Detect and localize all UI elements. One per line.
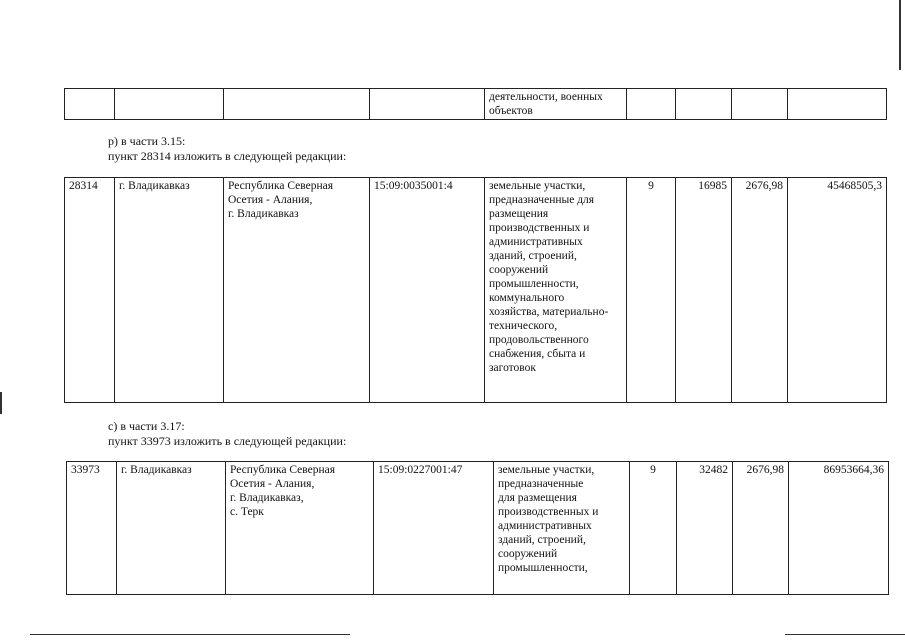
cell-cadastral: 15:09:0035001:4 [370,178,485,403]
section-r-instruction: пункт 28314 изложить в следующей редакции: [108,149,347,163]
cell-rate: 2676,98 [732,178,788,403]
section-s-instruction: пункт 33973 изложить в следующей редакции: [108,434,347,448]
cell-area: 32482 [677,462,733,595]
cell-value: 45468505,3 [788,178,887,403]
section-s-part: с) в части 3.17: [108,419,185,433]
scan-edge-left [0,392,2,414]
section-r-part: р) в части 3.15: [108,134,186,148]
cell-address: Республика Северная Осетия - Алания, г. Владикавказ [224,178,370,403]
cell-settlement: г. Владикавказ [117,462,226,595]
cell-area [676,89,732,120]
top-continuation-table [64,88,887,120]
cell-cadastral: 15:09:0227001:47 [374,462,494,595]
cell-code [627,89,676,120]
cell-purpose: деятельности, военных объектов [485,89,627,120]
cell-settlement: г. Владикавказ [115,178,224,403]
scan-edge-bottom-left [30,634,350,635]
cell-number [65,89,115,120]
cell-code: 9 [627,178,676,403]
cell-number: 28314 [65,178,115,403]
section-r-table [64,177,887,403]
section-s-table [66,461,889,595]
cell-area: 16985 [676,178,732,403]
cell-settlement [115,89,224,120]
cell-value: 86953664,36 [789,462,889,595]
cell-address [224,89,370,120]
scan-edge-bottom-right [785,634,905,635]
cell-purpose: земельные участки, предназначенные для размещения производственных и административных зданий, строений, сооружений промышленности, коммунального хозяйства, материально- технического, продовольственного снабжения, сбыта и заготовок [485,178,627,403]
table-row [67,462,889,595]
cell-cadastral [370,89,485,120]
table-row [65,178,887,403]
scan-edge-right [899,0,901,70]
cell-rate: 2676,98 [733,462,789,595]
cell-code: 9 [630,462,677,595]
cell-address: Республика Северная Осетия - Алания, г. Владикавказ, с. Терк [226,462,374,595]
cell-rate [732,89,788,120]
cell-value [788,89,887,120]
cell-number: 33973 [67,462,117,595]
table-row [65,89,887,120]
cell-purpose: земельные участки, предназначенные для размещения производственных и административных зданий, строений, сооружений промышленности, [494,462,630,595]
